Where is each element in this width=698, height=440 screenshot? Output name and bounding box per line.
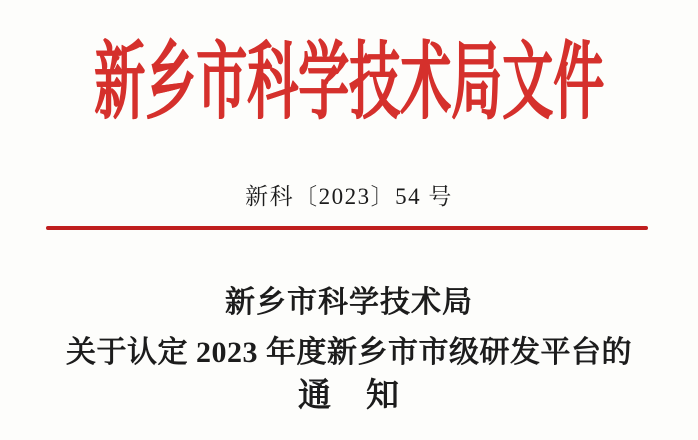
subject-line: 关于认定 2023 年度新乡市市级研发平台的 <box>66 336 632 369</box>
red-divider-line <box>46 226 648 230</box>
document-header-title: 新乡市科学技术局文件 <box>93 38 604 132</box>
document-number: 新科〔2023〕54 号 <box>245 184 453 209</box>
issuer-line: 新乡市科学技术局 <box>225 286 473 319</box>
notice-line: 通 知 <box>298 378 400 414</box>
